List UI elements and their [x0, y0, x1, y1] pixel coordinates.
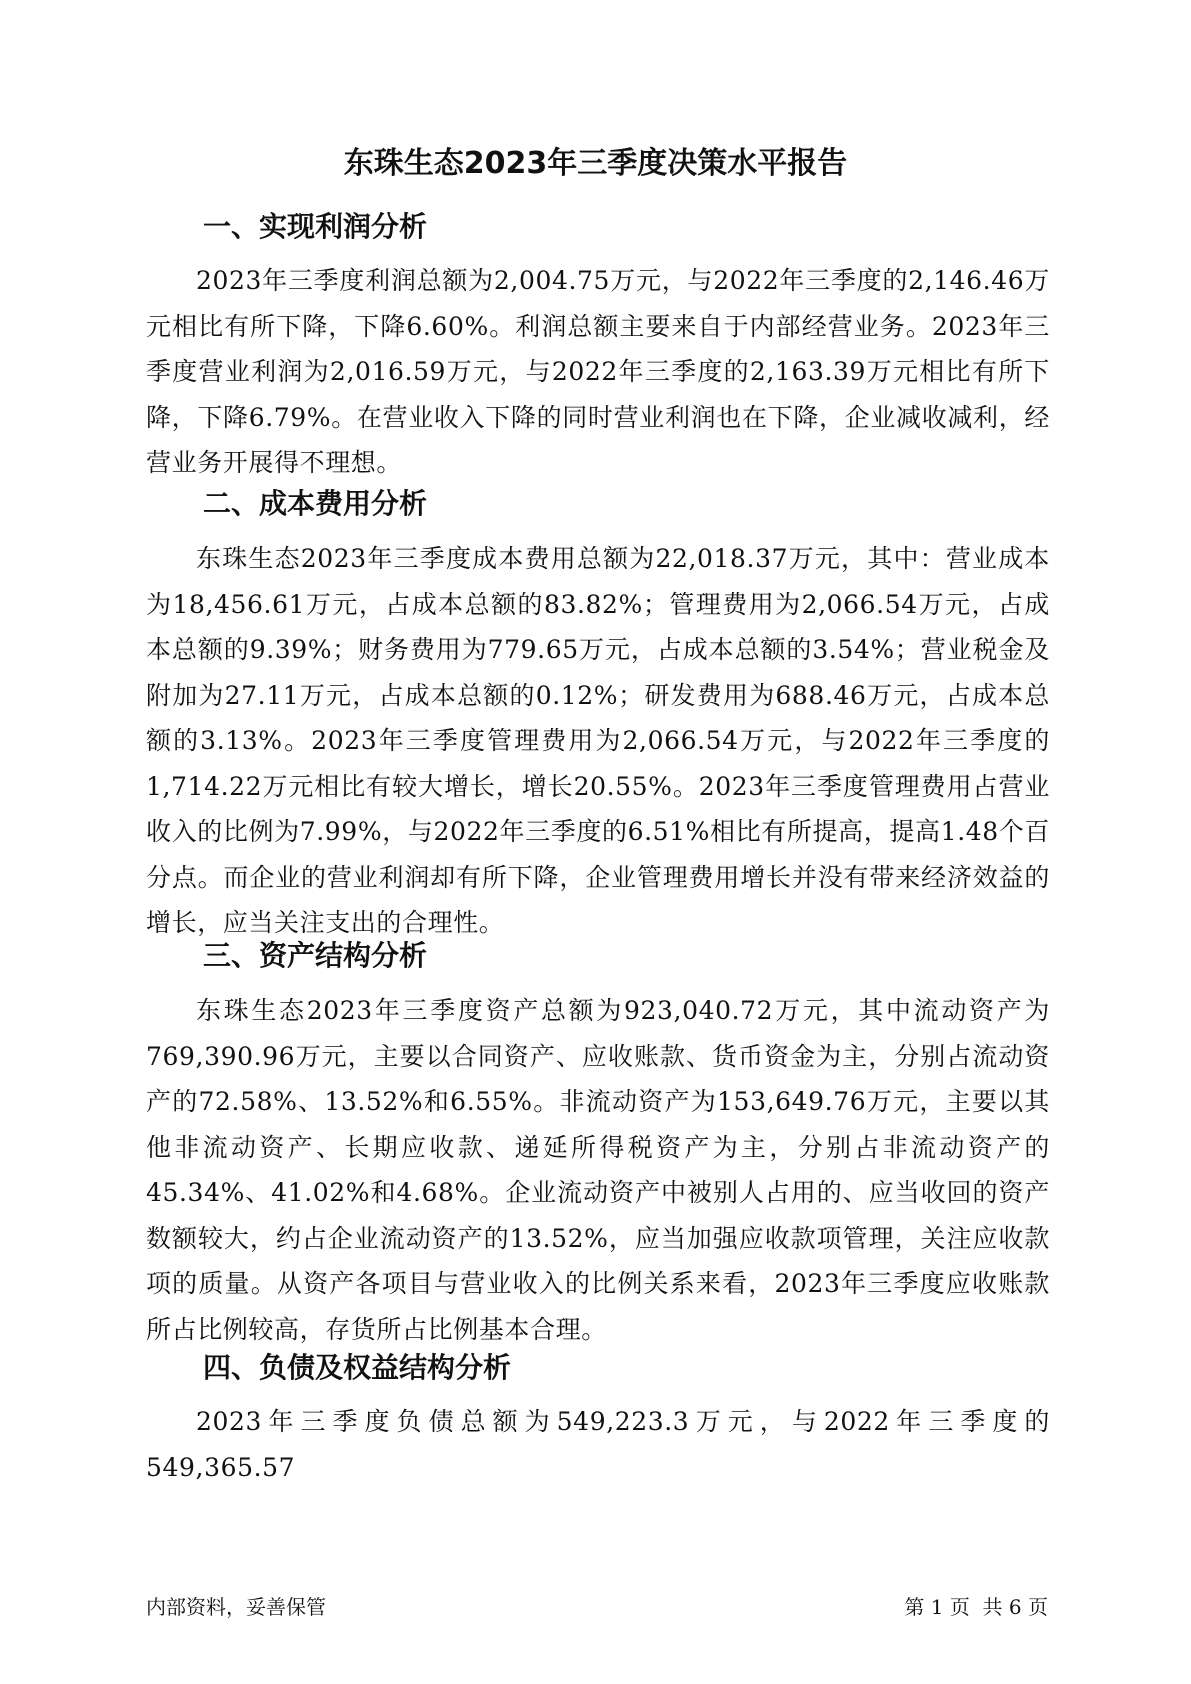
- section-heading-cost: 二、成本费用分析: [203, 487, 428, 520]
- footer-page-number: 第 1 页 共 6 页: [904, 1595, 1048, 1619]
- section-body-profit: 2023年三季度利润总额为2,004.75万元，与2022年三季度的2,146.46万元相比有所下降，下降6.60%。利润总额主要来自于内部经营业务。2023年三季度营业利润为2,016.59万元，与2022年三季度的2,163.39万元相比有所下降，下降6.79%。在营业收入下降的同时营业利润也在下降，企业减收减利，经营业务开展得不理想。: [146, 266, 1050, 477]
- section-heading-liabilities: 四、负债及权益结构分析: [203, 1351, 512, 1384]
- section-heading-assets: 三、资产结构分析: [203, 939, 428, 972]
- section-body-assets: 东珠生态2023年三季度资产总额为923,040.72万元，其中流动资产为769,390.96万元，主要以合同资产、应收账款、货币资金为主，分别占流动资产的72.58%、13.52%和6.55%。非流动资产为153,649.76万元，主要以其他非流动资产、长期应收款、递延所得税资产为主，分别占非流动资产的45.34%、41.02%和4.68%。企业流动资产中被别人占用的、应当收回的资产数额较大，约占企业流动资产的13.52%，应当加强应收款项管理，关注应收款项的质量。从资产各项目与营业收入的比例关系来看，2023年三季度应收账款所占比例较高，存货所占比例基本合理。: [146, 996, 1050, 1344]
- footer-confidential-note: 内部资料，妥善保管: [146, 1595, 326, 1619]
- document-title: 东珠生态2023年三季度决策水平报告: [343, 146, 848, 181]
- section-heading-profit: 一、实现利润分析: [203, 210, 428, 243]
- section-body-cost: 东珠生态2023年三季度成本费用总额为22,018.37万元，其中：营业成本为18,456.61万元，占成本总额的83.82%；管理费用为2,066.54万元，占成本总额的9.39%；财务费用为779.65万元，占成本总额的3.54%；营业税金及附加为27.11万元，占成本总额的0.12%；研发费用为688.46万元，占成本总额的3.13%。2023年三季度管理费用为2,066.54万元，与2022年三季度的1,714.22万元相比有较大增长，增长20.55%。2023年三季度管理费用占营业收入的比例为7.99%，与2022年三季度的6.51%相比有所提高，提高1.48个百分点。而企业的营业利润却有所下降，企业管理费用增长并没有带来经济效益的增长，应当关注支出的合理性。: [146, 544, 1050, 937]
- section-body-liabilities: 2023年三季度负债总额为549,223.3万元，与2022年三季度的549,365.57: [146, 1407, 1050, 1482]
